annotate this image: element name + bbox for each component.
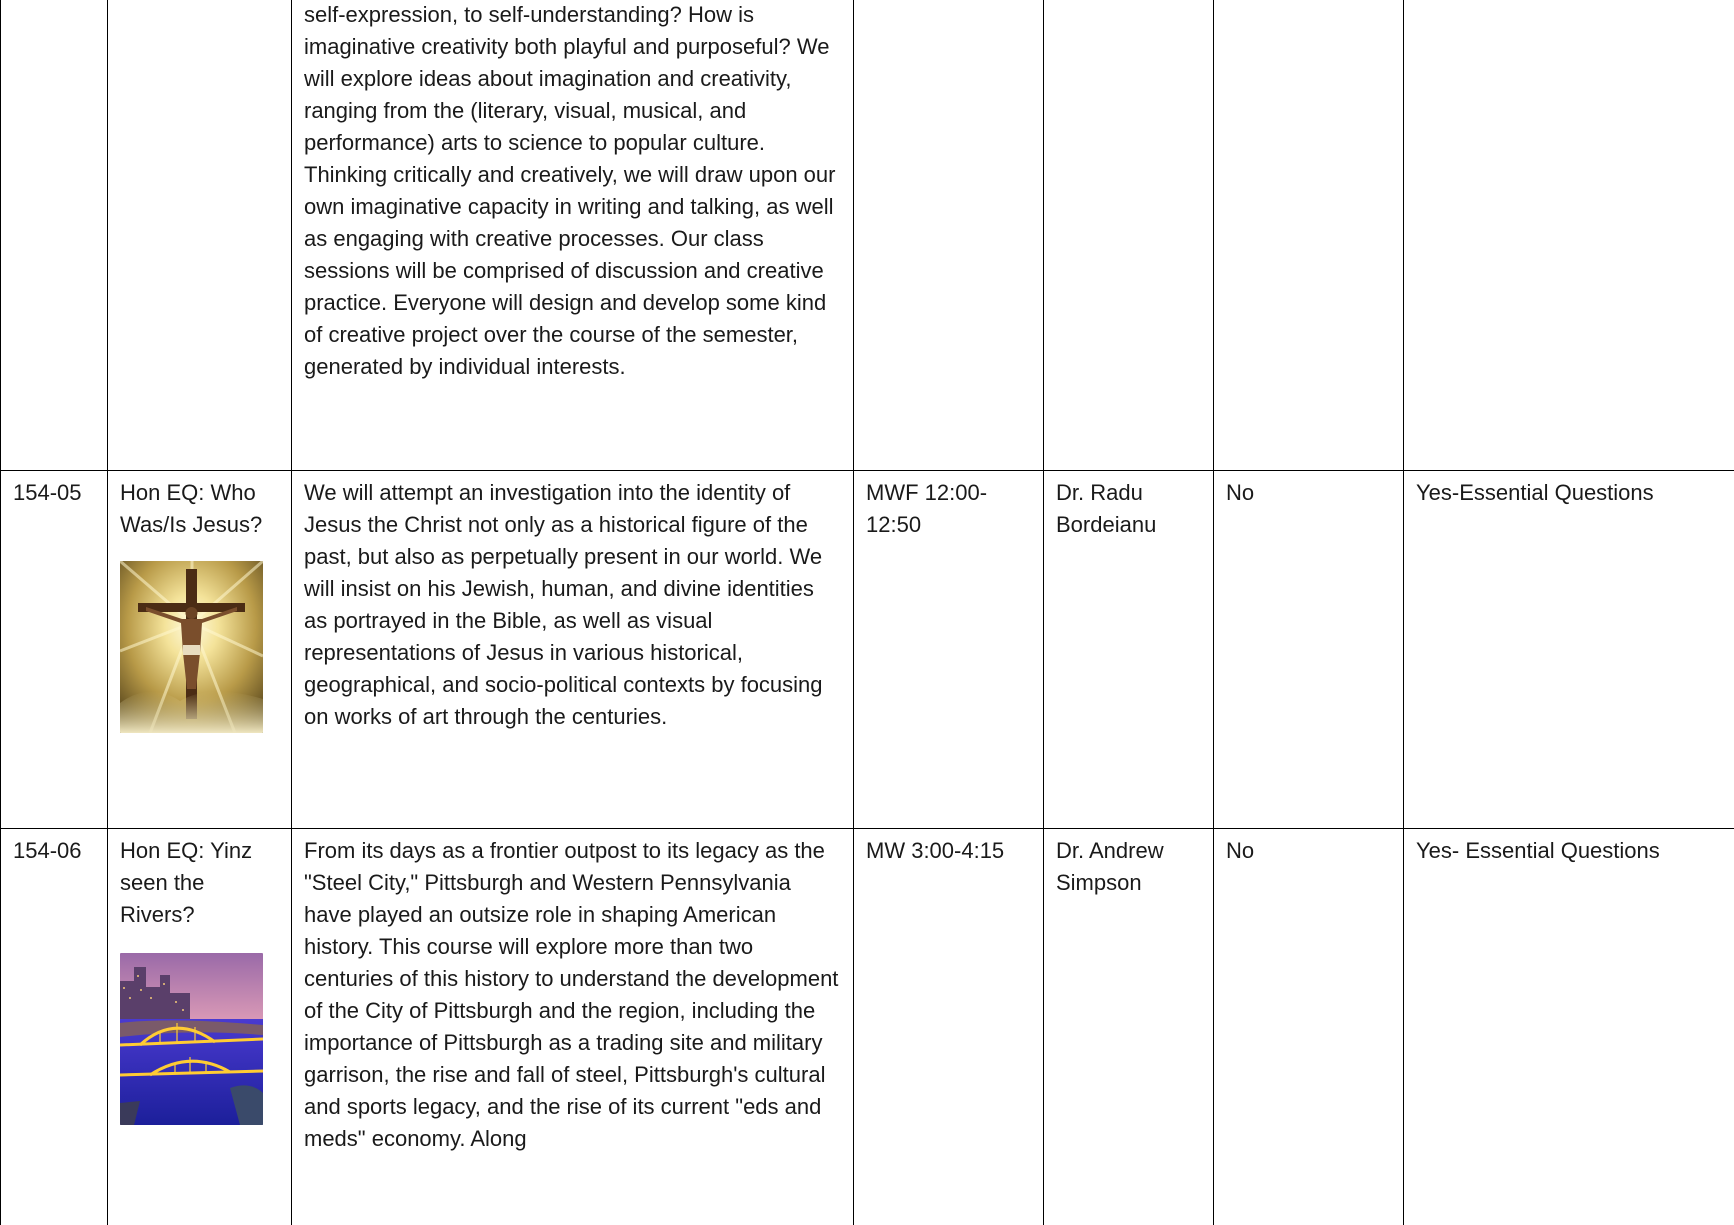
course-online-cell [1214, 0, 1404, 471]
course-instructor-cell: Dr. Andrew Simpson [1044, 829, 1214, 1225]
course-requirement-cell: Yes-Essential Questions [1404, 471, 1734, 829]
course-online-cell: No [1214, 471, 1404, 829]
course-number-cell: 154-06 [1, 829, 108, 1225]
course-requirement-cell: Yes- Essential Questions [1404, 829, 1734, 1225]
course-title-cell [108, 0, 292, 471]
course-title: Hon EQ: Yinz seen the Rivers? [120, 838, 253, 927]
table-row [1, 829, 1734, 1225]
course-title-cell [108, 829, 292, 1225]
pittsburgh-bridges-image [120, 953, 263, 1125]
course-instructor-cell: Dr. Radu Bordeianu [1044, 471, 1214, 829]
course-description: From its days as a frontier outpost to its legacy as the "Steel City," Pittsburgh and Western Pennsylvania have played an outsize role in shaping American history. This course will explore more than two centuries of this history to understand the development of the City of Pittsburgh and the region, including the importance of Pittsburgh as a trading site and military garrison, the rise and fall of steel, Pittsburgh's cultural and sports legacy, and the rise of its current "eds and meds" economy. Along [304, 838, 839, 1151]
course-instructor-cell [1044, 0, 1214, 471]
course-description-cell [292, 829, 854, 1225]
course-number-cell: 154-05 [1, 471, 108, 829]
course-description: We will attempt an investigation into the identity of Jesus the Christ not only as a historical figure of the past, but also as perpetually present in our world. We will insist on his Jewish, human, and divine identities as portrayed in the Bible, as well as visual representations of Jesus in various historical, geographical, and socio-political contexts by focusing on works of art through the centuries. [304, 480, 823, 729]
crucifix-image [120, 561, 263, 733]
course-number-cell [1, 0, 108, 471]
course-time-cell [854, 0, 1044, 471]
course-online-cell: No [1214, 829, 1404, 1225]
course-time-cell: MWF 12:00-12:50 [854, 471, 1044, 829]
table-row [1, 0, 1734, 471]
table-row [1, 471, 1734, 829]
course-description: self-expression, to self-understanding? How is imaginative creativity both playful and purposeful? We will explore ideas about imagination and creativity, ranging from the (literary, visual, musical, and performance) arts to science to popular culture. Thinking critically and creatively, we will draw upon our own imaginative capacity in writing and talking, as well as engaging with creative processes. Our class sessions will be comprised of discussion and creative practice. Everyone will design and develop some kind of creative project over the course of the semester, generated by individual interests. [304, 2, 836, 379]
course-description-cell [292, 0, 854, 471]
course-description-cell [292, 471, 854, 829]
course-requirement-cell [1404, 0, 1734, 471]
course-title: Hon EQ: Who Was/Is Jesus? [120, 480, 263, 537]
course-time-cell: MW 3:00-4:15 [854, 829, 1044, 1225]
course-title-cell [108, 471, 292, 829]
